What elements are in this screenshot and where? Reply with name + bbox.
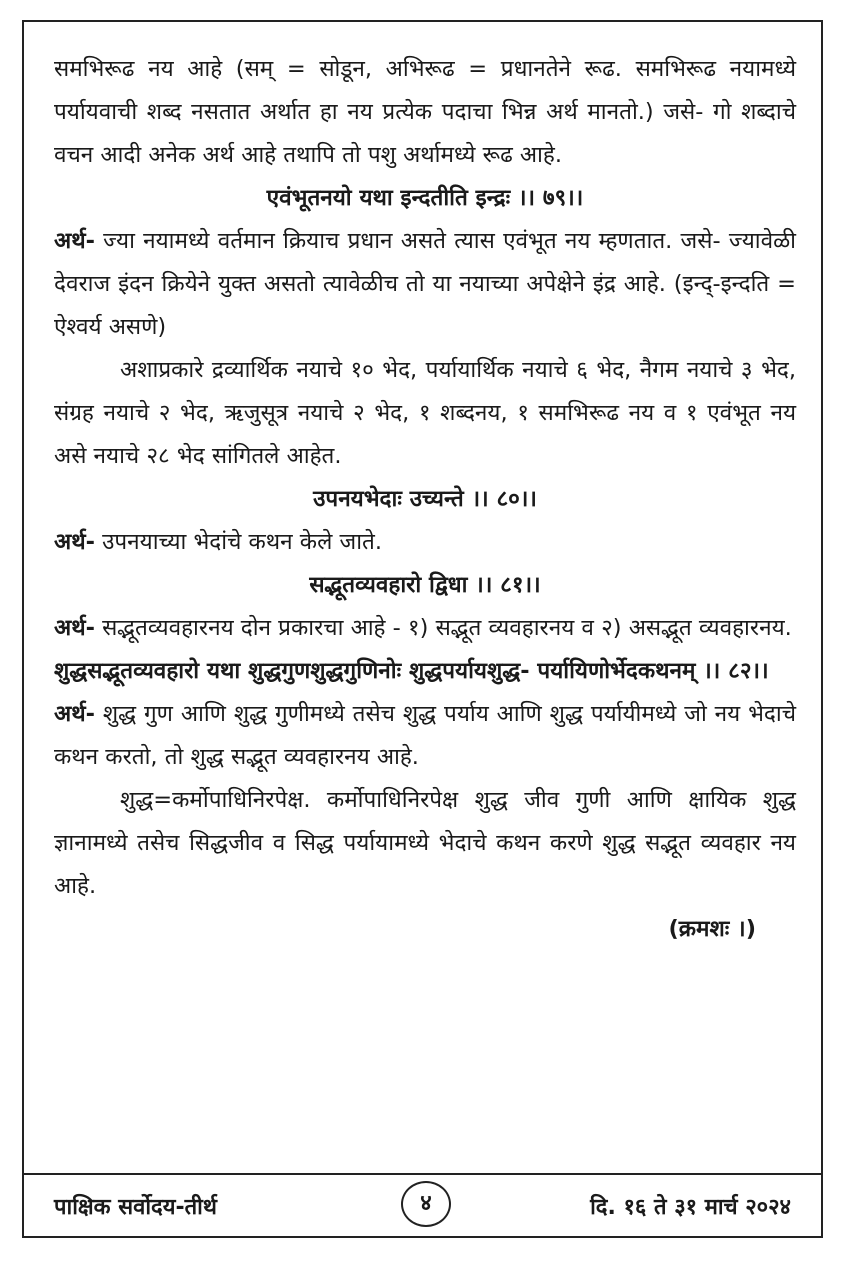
issue-date: दि. १६ ते ३१ मार्च २०२४ <box>590 1195 791 1220</box>
paragraph-naya-types: अशाप्रकारे द्रव्यार्थिक नयाचे १० भेद, पर्यायार्थिक नयाचे ६ भेद, नैगम नयाचे ३ भेद, संग्रह नयाचे २ भेद, ऋजुसूत्र नयाचे २ भेद, १ शब्दनय, १ समभिरूढ नय व १ एवंभूत नय असे नयाचे २८ भेद सांगितले आहेत. <box>54 357 796 469</box>
page-frame <box>22 20 823 1238</box>
continued-note: (क्रमशः ।) <box>668 916 756 942</box>
artha-82-text: शुद्ध गुण आणि शुद्ध गुणीमध्ये तसेच शुद्ध पर्याय आणि शुद्ध पर्यायीमध्ये जो नय भेदाचे कथन करतो, तो शुद्ध सद्भूत व्यवहारनय आहे. <box>54 701 796 770</box>
artha-79 <box>54 220 796 349</box>
page-number: ४ <box>401 1181 451 1227</box>
sutra-80: उपनयभेदाः उच्यन्ते ।। ८०।। <box>313 486 537 512</box>
artha-80 <box>54 521 796 564</box>
page-footer <box>24 1175 821 1238</box>
artha-79-text: ज्या नयामध्ये वर्तमान क्रियाच प्रधान असते त्यास एवंभूत नय म्हणतात. जसे- ज्यावेळी देवराज इंदन क्रियेने युक्त असतो त्यावेळीच तो या नयाच्या अपेक्षेने इंद्र आहे. (इन्द्-इन्दति = ऐश्वर्य असणे) <box>54 228 797 340</box>
sutra-81: सद्भूतव्यवहारो द्विधा ।। ८१।। <box>309 572 541 598</box>
artha-81 <box>54 607 796 650</box>
artha-81-text: सद्भूतव्यवहारनय दोन प्रकारचा आहे - १) सद्भूत व्यवहारनय व २) असद्भूत व्यवहारनय. <box>102 615 792 641</box>
paragraph-samabhirudha: समभिरूढ नय आहे (सम् = सोडून, अभिरूढ = प्रधानतेने रूढ. समभिरूढ नयामध्ये पर्यायवाची शब्द नसतात अर्थात हा नय प्रत्येक पदाचा भिन्न अर्थ मानतो.) जसे- गो शब्दाचे वचन आदी अनेक अर्थ आहे तथापि तो पशु अर्थामध्ये रूढ आहे. <box>54 56 796 168</box>
artha-82 <box>54 693 796 779</box>
artha-label: अर्थ- <box>54 615 95 641</box>
sutra-82: शुद्धसद्भूतव्यवहारो यथा शुद्धगुणशुद्धगुणिनोः शुद्धपर्यायशुद्ध- पर्यायिणोर्भेदकथनम् ।। ८२।। <box>54 658 769 684</box>
artha-label: अर्थ- <box>54 529 95 555</box>
paragraph-shuddha: शुद्ध=कर्मोपाधिनिरपेक्ष. कर्मोपाधिनिरपेक्ष शुद्ध जीव गुणी आणि क्षायिक शुद्ध ज्ञानामध्ये तसेच सिद्धजीव व सिद्ध पर्यायामध्ये भेदाचे कथन करणे शुद्ध सद्भूत व्यवहार नय आहे. <box>54 787 796 899</box>
artha-80-text: उपनयाच्या भेदांचे कथन केले जाते. <box>102 529 382 555</box>
artha-label: अर्थ- <box>54 228 95 254</box>
sutra-79: एवंभूतनयो यथा इन्दतीति इन्द्रः ।। ७९।। <box>266 185 584 211</box>
publication-name: पाक्षिक सर्वोदय-तीर्थ <box>54 1195 217 1220</box>
page-body <box>54 48 796 951</box>
artha-label: अर्थ- <box>54 701 95 727</box>
